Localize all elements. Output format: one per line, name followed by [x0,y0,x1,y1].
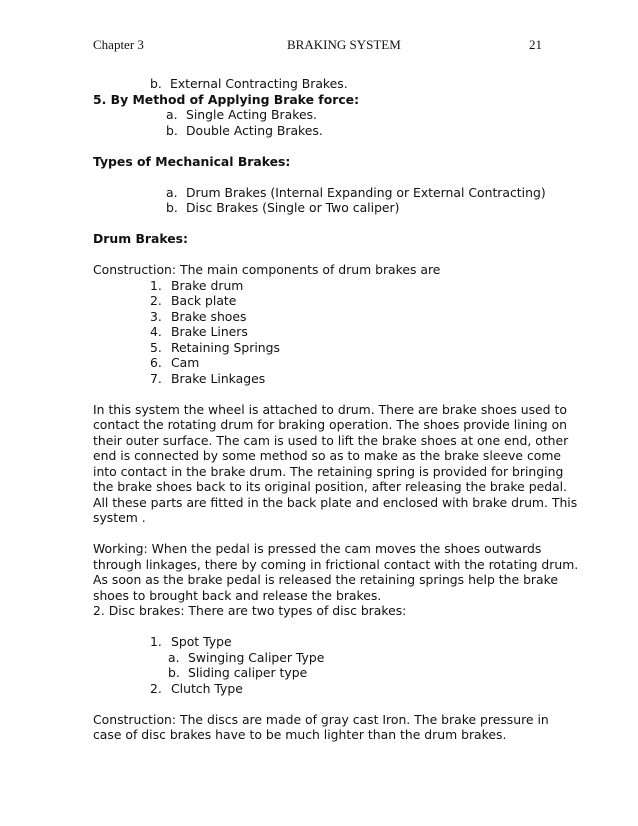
paragraph-line: end is connected by some method so as to make as the brake sleeve come [93,448,562,463]
list-item: 1. Spot Type [150,634,232,649]
construction-intro: Construction: The main components of drum brakes are [93,262,441,277]
paragraph-working [93,541,579,619]
section-heading-types: Types of Mechanical Brakes: [93,153,291,169]
list-item: 2. Back plate [150,293,237,308]
paragraph-line: As soon as the brake pedal is released the retaining springs help the brake [93,572,558,587]
section-heading-method: 5. By Method of Applying Brake force: [93,91,360,107]
paragraph-line: Working: When the pedal is pressed the cam moves the shoes outwards [93,541,542,556]
paragraph-line: Construction: The discs are made of gray cast Iron. The brake pressure in [93,711,549,727]
list-item: a. Drum Brakes (Internal Expanding or External Contracting) [166,184,546,200]
list-item: 5. Retaining Springs [150,339,280,355]
paragraph-line: system . [93,510,146,525]
list-item: b. Double Acting Brakes. [166,122,323,138]
paragraph-line: into contact in the brake drum. The retaining spring is provided for bringing [93,463,564,479]
list-item: 4. Brake Liners [150,324,248,339]
paragraph-line: the brake shoes back to its original position, after releasing the brake pedal. [93,479,568,494]
list-item: b. External Contracting Brakes. [150,76,348,91]
paragraph-line: In this system the wheel is attached to drum. There are brake shoes used to [93,401,567,417]
paragraph-line: All these parts are fitted in the back plate and enclosed with brake drum. This [93,494,578,510]
paragraph-line: their outer surface. The cam is used to lift the brake shoes at one end, other [93,432,569,448]
list-item: 6. Cam [150,355,200,370]
header-title: BRAKING SYSTEM [287,37,401,52]
paragraph-line: through linkages, there by coming in frictional contact with the rotating drum. [93,556,579,572]
paragraph-line: case of disc brakes have to be much lighter than the drum brakes. [93,727,507,742]
paragraph-line: 2. Disc brakes: There are two types of disc brakes: [93,603,407,618]
header-chapter: Chapter 3 [93,37,144,52]
list-item: a. Single Acting Brakes. [166,107,317,122]
list-item: 3. Brake shoes [150,308,247,324]
list-item: b. Sliding caliper type [168,665,308,680]
header-page-number: 21 [529,37,542,52]
list-item: a. Swinging Caliper Type [168,649,325,665]
list-item: b. Disc Brakes (Single or Two caliper) [166,200,400,215]
list-item: 1. Brake drum [150,277,244,293]
section-heading-drum: Drum Brakes: [93,231,188,246]
paragraph-system [93,401,578,526]
document-body [93,76,579,743]
paragraph-disc-construction [93,712,553,743]
paragraph-line: contact the rotating drum for braking operation. The shoes provide lining on [93,417,568,432]
list-item: 7. Brake Linkages [150,370,266,386]
list-item: 2. Clutch Type [150,680,243,696]
paragraph-line: shoes to brought back and release the brakes. [93,587,382,603]
